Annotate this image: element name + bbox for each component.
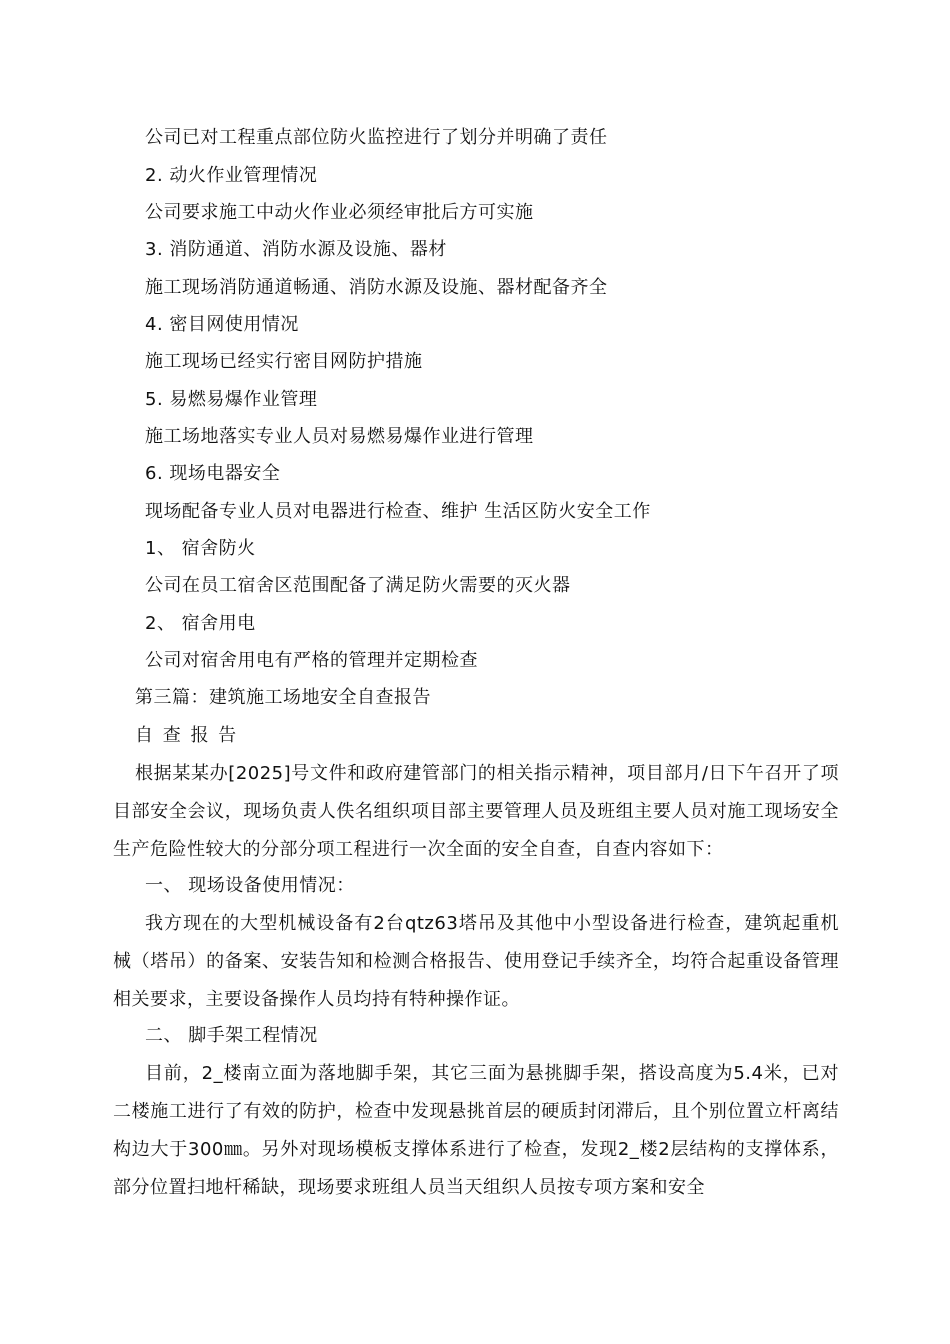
text-line: 施工现场消防通道畅通、消防水源及设施、器材配备齐全 bbox=[145, 277, 608, 298]
list-heading: 3. 消防通道、消防水源及设施、器材 bbox=[145, 239, 447, 260]
section-title: 第三篇：建筑施工场地安全自查报告 bbox=[135, 687, 431, 708]
section-heading-equipment: 一、 现场设备使用情况： bbox=[145, 875, 355, 896]
equipment-paragraph: 我方现在的大型机械设备有2台qtz63塔吊及其他中小型设备进行检查，建筑起重机械（塔吊）的备案、安装告知和检测合格报告、使用登记手续齐全，均符合起重设备管理相关要求，主要设备操作人员均持有特种操作证。 bbox=[113, 913, 839, 1010]
list-heading: 2、 宿舍用电 bbox=[145, 613, 256, 634]
list-heading: 5. 易燃易爆作业管理 bbox=[145, 389, 318, 410]
text-line: 施工现场已经实行密目网防护措施 bbox=[145, 351, 423, 372]
text-line: 公司对宿舍用电有严格的管理并定期检查 bbox=[145, 650, 478, 671]
list-heading: 1、 宿舍防火 bbox=[145, 538, 256, 559]
text-line: 公司要求施工中动火作业必须经审批后方可实施 bbox=[145, 202, 534, 223]
list-heading: 6. 现场电器安全 bbox=[145, 463, 281, 484]
text-line: 施工场地落实专业人员对易燃易爆作业进行管理 bbox=[145, 426, 534, 447]
list-heading: 4. 密目网使用情况 bbox=[145, 314, 299, 335]
list-heading: 2. 动火作业管理情况 bbox=[145, 165, 318, 186]
scaffolding-paragraph: 目前，2_楼南立面为落地脚手架，其它三面为悬挑脚手架，搭设高度为5.4米，已对二楼施工进行了有效的防护，检查中发现悬挑首层的硬质封闭滞后，且个别位置立杆离结构边大于300㎜。另外对现场模板支撑体系进行了检查，发现2_楼2层结构的支撑体系，部分位置扫地杆稀缺，现场要求班组人员当天组织人员按专项方案和安全 bbox=[113, 1063, 839, 1198]
report-title: 自 查 报 告 bbox=[135, 725, 239, 746]
intro-paragraph: 根据某某办[2025]号文件和政府建管部门的相关指示精神，项目部月/日下午召开了项目部安全会议，现场负责人佚名组织项目部主要管理人员及班组主要人员对施工现场安全生产危险性较大的分部分项工程进行一次全面的安全自查，自查内容如下： bbox=[113, 763, 839, 860]
text-line: 现场配备专业人员对电器进行检查、维护 生活区防火安全工作 bbox=[145, 501, 651, 522]
section-heading-scaffolding: 二、 脚手架工程情况 bbox=[145, 1025, 318, 1046]
text-line: 公司在员工宿舍区范围配备了满足防火需要的灭火器 bbox=[145, 575, 571, 596]
text-line: 公司已对工程重点部位防火监控进行了划分并明确了责任 bbox=[145, 127, 608, 148]
